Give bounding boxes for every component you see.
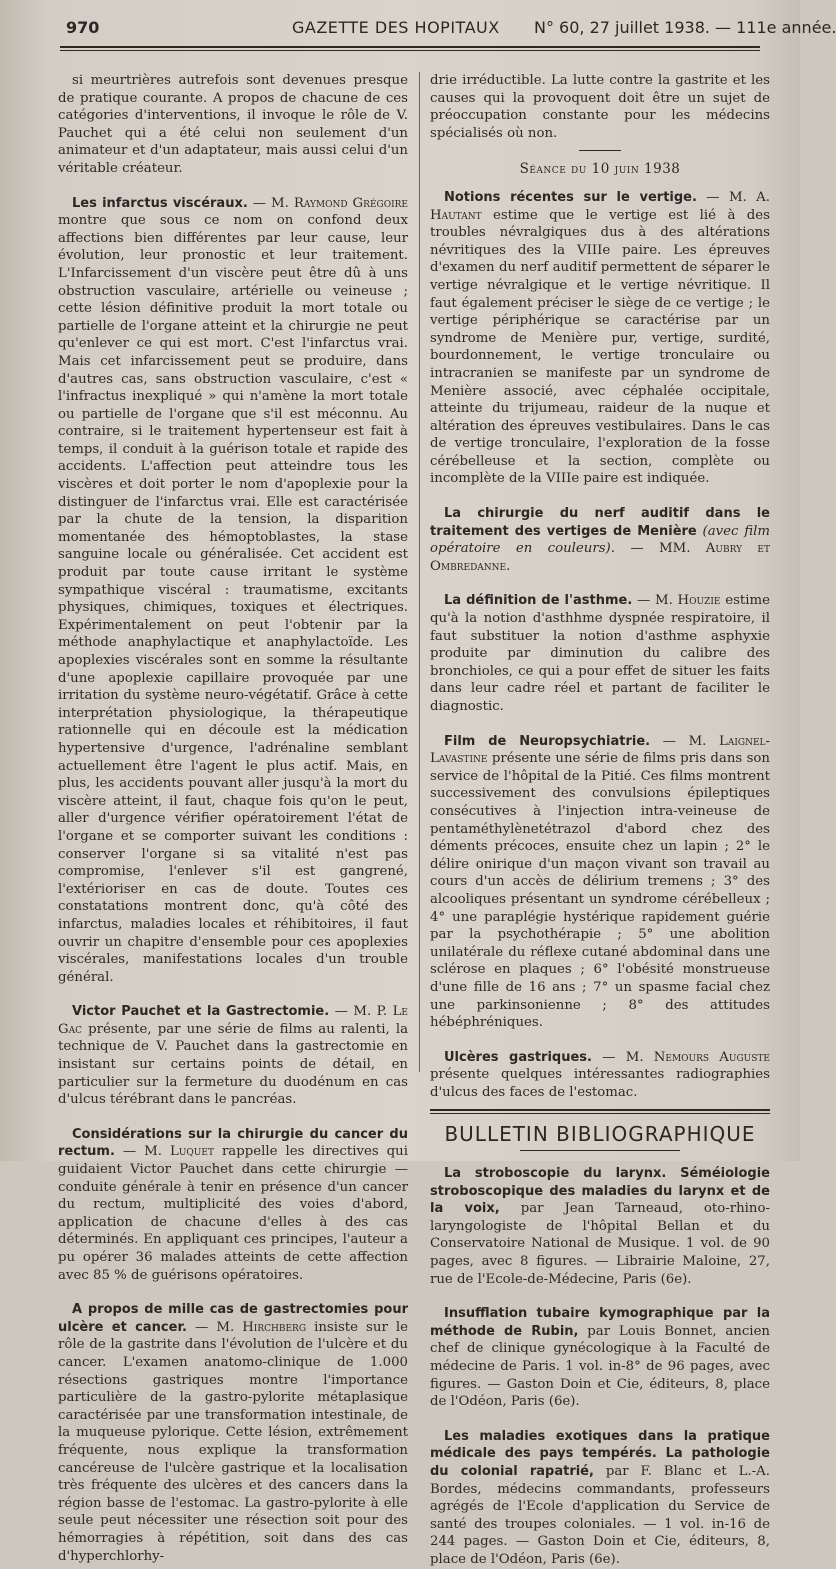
book-insufflation xyxy=(430,1305,770,1411)
article-neuropsychiatrie: Film de Neuropsychiatrie. — M. Laignel-Lavastine présente une série de films pris dans son service de l'hôpital de la Pitié. Ces films montrent successivement des convulsions épileptiques consécutives à l'injection intra-veineuse de pentaméthylènetétrazol d'abord chez des déments précoces, ensuite chez un lapin ; 2° le délire onirique d'un maçon vivant son travail au cours d'un accès de délirium tremens ; 3° des alcooliques présentant un syndrome cérébelleux ; 4° une paraplégie hystérique rapidement guérie par la psychothérapie ; 5° une abolition unilatérale du réflexe cutané abdominal dans une sclérose en plaques ; 6° l'obésité monstrueuse d'une fille de 16 ans ; 7° un spasme facial chez une parkinsonienne ; 8° des attitudes hébéphréniques. xyxy=(430,733,770,1031)
intro-paragraph: si meurtrières autrefois sont devenues presque de pratique courante. A propos de chacune de ces catégories d'interventions, il invoque le rôle de V. Pauchet qui a été celui non seulement d'un animateur et d'un adaptateur, mais aussi celui d'un véritable créateur. xyxy=(58,73,408,176)
article-title: La définition de l'asthme. xyxy=(444,593,633,609)
article-title: La chirurgie du nerf auditif dans le traitement des vertiges de Menière xyxy=(430,506,770,539)
bulletin-rule-thin xyxy=(430,1113,770,1114)
article-mille-cas: A propos de mille cas de gastrectomies pour ulcère et cancer. — M. Hirchberg insiste sur le rôle de la gastrite dans l'évolution de l'ulcère et du cancer. L'examen anatomo-clinique de 1.000 résections gastriques montre l'importance particulière de la gastro-pylorite métaplasique caractérisée par une transformation intestinale, de la muqueuse pylorique. Cette lésion, extrêmement fréquente, nous explique la transformation cancéreuse de l'ulcère gastrique et la localisation très fréquente des ulcères et des cancers dans la région basse de l'estomac. La gastro-pylorite à elle seule peut nécessiter une résection soit pour des hémorragies à répétition, soit dans des cas d'hyperchlorhy- xyxy=(58,1302,408,1564)
article-rectum: Considérations sur la chirurgie du cancer du rectum. — M. Luquet rappelle les directives qui guidaient Victor Pauchet dans cette chirurgie — conduite générale à tenir en présence d'un cancer du rectum, multiplicité des voies d'abord, application de chacune d'elles à des cas déterminés. En appliquant ces principes, l'auteur a pu opérer 36 malades atteints de cette affection avec 85 % de guérisons opératoires. xyxy=(58,1126,408,1283)
column-divider xyxy=(419,72,420,1072)
article-author: M. Nemours Auguste xyxy=(625,1049,770,1065)
article-body: estime que le vertige est lié à des troubles névralgiques dus à des altérations névritiques des la VIIIe paire. Les épreuves d'examen du nerf auditif permettent de séparer le vertige névralgique et le vertige névritique. Il faut également préciser le siège de ce vertige ; le vertige périphérique se caractérise par un syndrome de Menière pur, vertige, surdité, bourdonnement, le vertige tronculaire ou intracranien se manifeste par un syndrome de Menière associé, avec céphalée occipitale, atteinte du trijumeau, raideur de la nuque et altération des épreuves vestibulaires. Dans le cas de vertige tronculaire, l'exploration de la fosse cérébelleuse et la section, complète ou incomplète de la VIIIe paire est indiquée. xyxy=(430,207,770,487)
header-rule-thin xyxy=(60,50,760,51)
article-author: M. Houzie xyxy=(655,593,721,609)
book-title: La stroboscopie du larynx. Séméiologie stroboscopique des maladies du larynx et de la voix, xyxy=(430,1166,770,1217)
article-title: Les infarctus viscéraux. xyxy=(72,195,248,211)
article-title: Victor Pauchet et la Gastrectomie. xyxy=(72,1004,330,1020)
book-title: Les maladies exotiques dans la pratique médicale des pays tempérés. La pathologie du colonial rapatrié, xyxy=(430,1428,770,1479)
article-author: MM. Aubry et Ombredanne. xyxy=(430,541,770,574)
right-column xyxy=(430,72,770,1569)
bulletin-heading: BULLETIN BIBLIOGRAPHIQUE xyxy=(444,1122,756,1147)
article-asthme: La définition de l'asthme. — M. Houzie estime qu'à la notion d'asthhme dyspnée respiratoire, il faut substituer la notion d'asthme asphyxie produite par diminution du calibre des bronchioles, ce qui a pour effet de situer les faits dans leur cadre réel et partant de faciliter le diagnostic. xyxy=(430,593,770,714)
article-title: A propos de mille cas de gastrectomies pour ulcère et cancer. xyxy=(58,1302,408,1335)
article-body: insiste sur le rôle de la gastrite dans l'évolution de l'ulcère et du cancer. L'examen anatomo-clinique de 1.000 résections gastriques montre l'importance particulière de la gastro-pylorite métaplasique caractérisée par une transformation intestinale, de la muqueuse pylorique. Cette lésion, extrêmement fréquente, nous explique la transformation cancéreuse de l'ulcère gastrique et la localisation très fréquente des ulcères et des cancers dans la région basse de l'estomac. La gastro-pylorite à elle seule peut nécessiter une résection soit pour des hémorragies à répétition, soit dans des cas d'hyperchlorhy- xyxy=(58,1319,408,1564)
left-column xyxy=(58,72,408,1565)
article-body: montre que sous ce nom on confond deux affections bien différentes par leur cause, leur évolution, leur pronostic et leur traitement. L'Infarcissement d'un viscère peut être dû à uns obstruction vasculaire, artérielle ou veineuse ; cette lésion définitive produit la mort totale ou partielle de l'organe atteint et la chirurgie ne peut qu'enlever ce qui est mort. C'est l'infarctus vrai. Mais cet infarcissement peut se produire, dans d'autres cas, sans obstruction vasculaire, c'est « l'infractus inexpliqué » qui n'amène la mort totale ou partielle de l'organe que s'il est méconnu. Au contraire, si le traitement hypertenseur est fait à temps, il conduit à la guérison totale et rapide des accidents. L'affection peut atteindre tous les viscères et doit porter le nom d'apoplexie pour la distinguer de l'infarctus vrai. Elle est caractérisée par la chute de la tension, la disparition momentanée des hémoptoblastes, la stase sanguine locale ou généralisée. Cet accident est produit par toute cause irritant le système sympathique viscéral : traumatisme, excitants physiques, chimiques, toxiques et électriques. Expérimentalement on peut l'obtenir par la méthode anaphylactique et anaphylactoïde. Les apoplexies viscérales sont en somme la résultante d'une apoplexie capillaire provoquée par une irritation du système neuro-végétatif. Grâce à cette interprétation physiologique, la thérapeutique rationnelle qui en découle est la médication hypertensive d'urgence, l'adrénaline semblant actuellement être l'agent le plus actif. Mais, en plus, les accidents pouvant aller jusqu'à la mort du viscère atteint, il faut, chaque fois qu'on le peut, aller d'urgence vérifier opératoirement l'état de l'organe et se comporter suivant les conditions : conserver l'organe si sa vitalité n'est pas compromise, l'enlever s'il est gangrené, l'extérioriser en cas de doute. Toutes ces constatations montrent donc, qu'à côté des infarctus, maladies locales et réhibitoires, il faut ouvrir un chapitre d'ensemble pour ces apoplexies viscérales, manifestations locales d'un trouble général. xyxy=(58,213,408,985)
issue-info: N° 60, 27 juillet 1938. — 111e année. xyxy=(534,18,836,37)
article-body: estime qu'à la notion d'asthhme dyspnée respiratoire, il faut substituer la notion d'asthme asphyxie produite par diminution du calibre des bronchioles, ce qui a pour effet de situer les faits dans leur cadre réel et partant de faciliter le diagnostic. xyxy=(430,593,770,714)
page-header xyxy=(60,8,836,58)
seance-heading: Séance du 10 juin 1938 xyxy=(519,161,681,178)
article-title: Film de Neuropsychiatrie. xyxy=(444,733,651,749)
article-note: (avec film opératoire en couleurs). xyxy=(430,523,770,557)
article-gastrectomie: Victor Pauchet et la Gastrectomie. — M. P. Le Gac présente, par une série de films au ralenti, la technique de V. Pauchet dans la gastrectomie en insistant sur certains points de détail, en particulier sur la fermeture du duodénum en cas d'ulcus térébrant dans le pancréas. xyxy=(58,1004,409,1108)
article-title: Considérations sur la chirurgie du cancer du rectum. xyxy=(58,1126,408,1160)
bulletin-rule-thick xyxy=(430,1109,770,1111)
book-maladies-exotiques xyxy=(430,1428,770,1569)
article-author: M. Raymond Grégoire xyxy=(271,195,408,211)
article-body: présente une série de films pris dans son service de l'hôpital de la Pitié. Ces films montrent successivement des convulsions épileptiques consécutives à l'injection intra-veineuse de pentaméthylènetétrazol d'abord chez des déments précoces, ensuite chez un lapin ; 2° le délire onirique d'un maçon vivant son travail au cours d'un accès de délirium tremens ; 3° des alcooliques présentant un syndrome cérébelleux ; 4° une paraplégie hystérique rapidement guérie par la psychothérapie ; 5° une abolition unilatérale du réflexe cutané abdominal dans une sclérose en plaques ; 6° l'obésité monstrueuse d'une fille de 16 ans ; 7° un spasme facial chez une parkinsonienne ; 8° des attitudes hébéphréniques. xyxy=(430,751,770,1031)
book-details: par Jean Tarneaud, oto-rhino-laryngologiste de l'hôpital Bellan et du Conservatoire National de Musique. 1 vol. de 90 pages, avec 8 figures. — Librairie Maloine, 27, rue de l'Ecole-de-Médecine, Paris (6e). xyxy=(430,1201,770,1287)
article-vertige: Notions récentes sur le vertige. — M. A. Hautant estime que le vertige est lié à des troubles névralgiques dus à des altérations névritiques des la VIIIe paire. Les épreuves d'examen du nerf auditif permettent de séparer le vertige névralgique et le vertige névritique. Il faut également préciser le siège de ce vertige ; le vertige périphérique se caractérise par un syndrome de Menière pur, vertige, surdité, bourdonnement, le vertige tronculaire ou intracranien se manifeste par un syndrome de Menière associé, avec céphalée occipitale, atteinte du trijumeau, raideur de la nuque et altération des épreuves vestibulaires. Dans le cas de vertige tronculaire, l'exploration de la fosse cérébelleuse et la section, complète ou incomplète de la VIIIe paire est indiquée. xyxy=(430,189,770,487)
article-title: Ulcères gastriques. xyxy=(444,1049,592,1065)
article-nerf-auditif: La chirurgie du nerf auditif dans le traitement des vertiges de Menière (avec film opératoire en couleurs). — MM. Aubry et Ombredanne. xyxy=(430,506,770,574)
article-body: rappelle les directives qui guidaient Victor Pauchet dans cette chirurgie — conduite générale à tenir en présence d'un cancer du rectum, multiplicité des voies d'abord, application de chacune d'elles à des cas déterminés. En appliquant ces principes, l'auteur a pu opérer 36 malades atteints de cette affection avec 85 % de guérisons opératoires. xyxy=(58,1144,408,1283)
article-author: M. Hirchberg xyxy=(216,1319,307,1335)
book-stroboscopie xyxy=(430,1165,770,1288)
header-rule-thick xyxy=(60,46,760,48)
section-rule xyxy=(579,150,621,151)
article-body: présente, par une série de films au ralenti, la technique de V. Pauchet dans la gastrectomie en insistant sur certains points de détail, en particulier sur la fermeture du duodénum en cas d'ulcus térébrant dans le pancréas. xyxy=(58,1021,409,1108)
book-title: Insufflation tubaire kymographique par la méthode de Rubin, xyxy=(430,1306,770,1339)
article-author: M. Luquet xyxy=(144,1144,214,1160)
article-author: M. P. Le Gac xyxy=(58,1004,408,1037)
article-author: M. A. Hautant xyxy=(430,189,770,223)
article-ulceres: Ulcères gastriques. — M. Nemours Auguste présente quelques intéressantes radiographies d'ulcus des faces de l'estomac. xyxy=(430,1049,770,1100)
page-number: 970 xyxy=(66,18,100,37)
journal-title: GAZETTE DES HOPITAUX xyxy=(292,18,500,37)
continued-paragraph: drie irréductible. La lutte contre la gastrite et les causes qui la provoquent doit être un sujet de préoccupation constante pour les médecins spécialisés où non. xyxy=(430,73,770,141)
article-infarctus: Les infarctus viscéraux. — M. Raymond Grégoire montre que sous ce nom on confond deux affections bien différentes par leur cause, leur évolution, leur pronostic et leur traitement. L'Infarcissement d'un viscère peut être dû à uns obstruction vasculaire, artérielle ou veineuse ; cette lésion définitive produit la mort totale ou partielle de l'organe atteint et la chirurgie ne peut qu'enlever ce qui est mort. C'est l'infarctus vrai. Mais cet infarcissement peut se produire, dans d'autres cas, sans obstruction vasculaire, c'est « l'infractus inexpliqué » qui n'amène la mort totale ou partielle de l'organe que s'il est méconnu. Au contraire, si le traitement hypertenseur est fait à temps, il conduit à la guérison totale et rapide des accidents. L'affection peut atteindre tous les viscères et doit porter le nom d'apoplexie pour la distinguer de l'infarctus vrai. Elle est caractérisée par la chute de la tension, la disparition momentanée des hémoptoblastes, la stase sanguine locale ou généralisée. Cet accident est produit par toute cause irritant le système sympathique viscéral : traumatisme, excitants physiques, chimiques, toxiques et électriques. Expérimentalement on peut l'obtenir par la méthode anaphylactique et anaphylactoïde. Les apoplexies viscérales sont en somme la résultante d'une apoplexie capillaire provoquée par une irritation du système neuro-végétatif. Grâce à cette interprétation physiologique, la thérapeutique rationnelle qui en découle est la médication hypertensive d'urgence, l'adrénaline semblant actuellement être l'agent le plus actif. Mais, en plus, les accidents pouvant aller jusqu'à la mort du viscère atteint, il faut, chaque fois qu'on le peut, aller d'urgence vérifier opératoirement l'état de l'organe et se comporter suivant les conditions : conserver l'organe si sa vitalité n'est pas compromise, l'enlever s'il est gangrené, l'extérioriser en cas de doute. Toutes ces constatations montrent donc, qu'à côté des infarctus, maladies locales et réhibitoires, il faut ouvrir un chapitre d'ensemble pour ces apoplexies viscérales, manifestations locales d'un trouble général. xyxy=(58,195,408,985)
article-author: M. Laignel-Lavastine xyxy=(430,733,770,767)
book-details: par Louis Bonnet, ancien chef de clinique gynécologique à la Faculté de médecine de Paris. 1 vol. in-8° de 96 pages, avec figures. — Gaston Doin et Cie, éditeurs, 8, place de l'Odéon, Paris (6e). xyxy=(430,1323,770,1410)
book-details: par F. Blanc et L.-A. Bordes, médecins commandants, professeurs agrégés de l'Ecole d'application du Service de santé des troupes coloniales. — 1 vol. in-16 de 244 pages. — Gaston Doin et Cie, éditeurs, 8, place de l'Odéon, Paris (6e). xyxy=(430,1463,771,1567)
bulletin-underline xyxy=(520,1150,680,1151)
article-body: présente quelques intéressantes radiographies d'ulcus des faces de l'estomac. xyxy=(430,1067,770,1100)
article-title: Notions récentes sur le vertige. xyxy=(444,189,697,205)
